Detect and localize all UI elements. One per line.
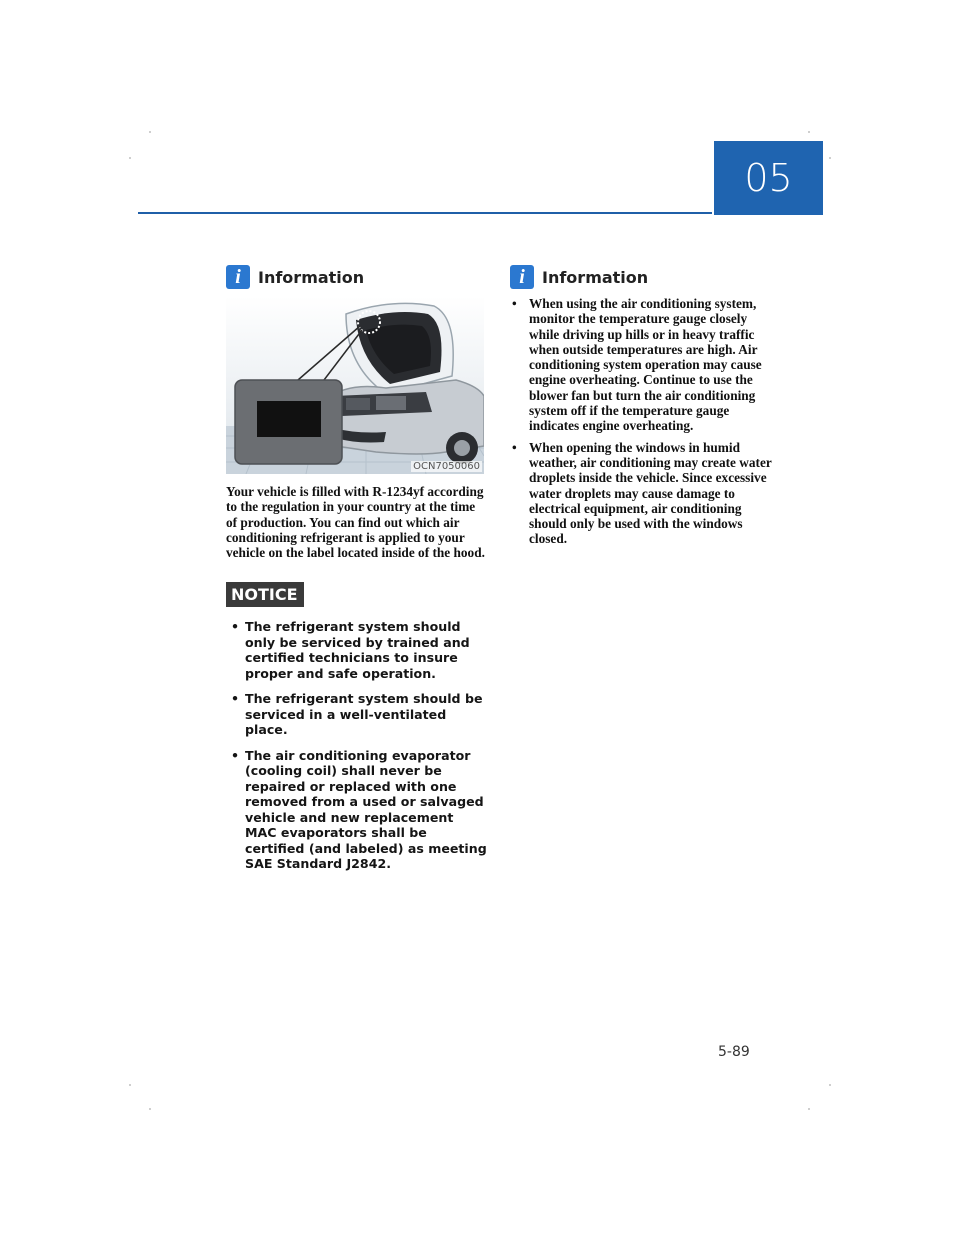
crop-mark [149, 131, 151, 133]
chapter-tab [714, 141, 823, 215]
notice-list [226, 619, 488, 872]
notice-item: • The air conditioning evaporator (cooling coil) shall never be repaired or replaced with one removed from a used or salvaged vehicle and new replacement MAC evaporators shall be certified (and labeled) as meeting SAE Standard J2842. [226, 748, 488, 872]
refrigerant-label-figure [226, 296, 484, 474]
info-item: • When opening the windows in humid weather, air conditioning may create water droplets inside the vehicle. Since excessive water droplets may cause damage to electrical equipment, air conditioning should only be used with the windows closed. [510, 440, 772, 547]
crop-mark [129, 157, 131, 159]
header-rule [138, 212, 712, 214]
notice-label: NOTICE [226, 582, 304, 607]
right-column [510, 262, 772, 553]
page-number: 5-89 [718, 1044, 750, 1060]
notice-item: • The refrigerant system should only be serviced by trained and certified technicians to insure proper and safe operation. [226, 619, 488, 681]
crop-mark [808, 1108, 810, 1110]
crop-mark [129, 1084, 131, 1086]
info-icon: i [510, 265, 534, 289]
info-title: Information [542, 267, 649, 287]
info-heading [510, 262, 772, 292]
crop-mark [829, 1084, 831, 1086]
left-column [226, 262, 488, 882]
chapter-number: 05 [744, 156, 793, 200]
crop-mark [829, 157, 831, 159]
info-title: Information [258, 267, 365, 287]
label-paragraph: Your vehicle is filled with R-1234yf according to the regulation in your country at the time of production. You can find out which air conditioning refrigerant is applied to your vehicle on the label located inside of the hood. [226, 484, 485, 561]
figure-code: OCN7050060 [413, 461, 480, 472]
notice-item: • The refrigerant system should be serviced in a well-ventilated place. [226, 691, 488, 738]
crop-mark [149, 1108, 151, 1110]
info-list [510, 296, 772, 547]
crop-mark [808, 131, 810, 133]
info-item: • When using the air conditioning system, monitor the temperature gauge closely while driving up hills or in heavy traffic when outside temperatures are high. Air conditioning system operation may cause engine overheating. Continue to use the blower fan but turn the air conditioning system off if the temperature gauge indicates engine overheating. [510, 296, 772, 434]
car-hood-illustration [226, 296, 484, 474]
info-icon: i [226, 265, 250, 289]
info-heading [226, 262, 488, 292]
